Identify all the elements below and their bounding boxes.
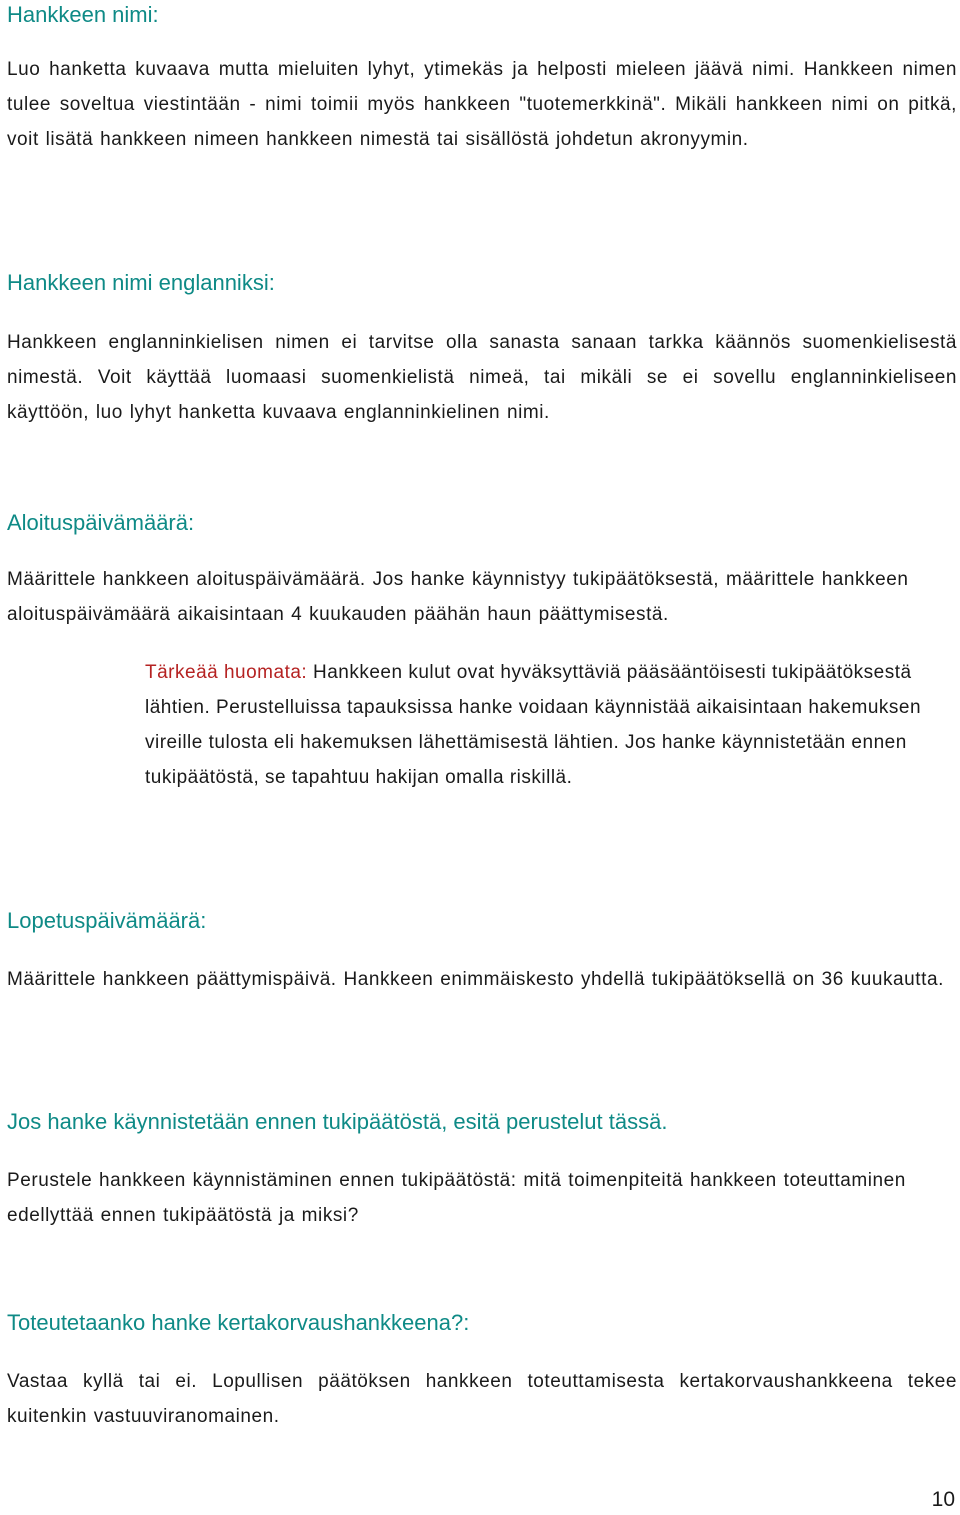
heading-end-date: Lopetuspäivämäärä: bbox=[7, 908, 207, 933]
paragraph-start-date: Määrittele hankkeen aloituspäivämäärä. Jos hanke käynnistyy tukipäätöksestä, määrittele hankkeen aloituspäivämäärä aikaisintaan 4 kuukauden päähän haun päättymisestä. bbox=[7, 569, 909, 625]
important-note-text: Hankkeen kulut ovat hyväksyttäviä pääsääntöisesti tukipäätöksestä lähtien. Perustelluissa tapauksissa hanke voidaan käynnistää aikaisintaan hakemuksen vireille tulosta eli hakemuksen lähettämisestä lähtien. Jos hanke käynnistetään ennen tukipäätöstä, se tapahtuu hakijan omalla riskillä. bbox=[145, 662, 922, 788]
paragraph-project-name-english: Hankkeen englanninkielisen nimen ei tarvitse olla sanasta sanaan tarkka käännös suomenkielisestä nimestä. Voit käyttää luomaasi suomenkielistä nimeä, tai mikäli se ei sovellu englanninkieliseen käyttöön, luo lyhyt hanketta kuvaava englanninkielinen nimi. bbox=[7, 332, 957, 423]
heading-project-name-english: Hankkeen nimi englanniksi: bbox=[7, 270, 275, 295]
heading-start-date: Aloituspäivämäärä: bbox=[7, 510, 195, 535]
paragraph-early-start-justification: Perustele hankkeen käynnistäminen ennen tukipäätöstä: mitä toimenpiteitä hankkeen toteuttaminen edellyttää ennen tukipäätöstä ja miksi? bbox=[7, 1170, 906, 1226]
heading-project-name: Hankkeen nimi: bbox=[7, 2, 159, 27]
paragraph-project-name: Luo hanketta kuvaava mutta mieluiten lyhyt, ytimekäs ja helposti mieleen jäävä nimi. Hankkeen nimen tulee soveltua viestintään - nimi toimii myös hankkeen "tuotemerkkinä". Mikäli hankkeen nimi on pitkä, voit lisätä hankkeen nimeen hankkeen nimestä tai sisällöstä johdetun akronyymin. bbox=[7, 59, 957, 150]
important-note-label: Tärkeää huomata: bbox=[145, 662, 308, 683]
heading-lump-sum-project: Toteutetaanko hanke kertakorvaushankkeena?: bbox=[7, 1310, 470, 1335]
paragraph-end-date: Määrittele hankkeen päättymispäivä. Hankkeen enimmäiskesto yhdellä tukipäätöksellä on 36 kuukautta. bbox=[7, 969, 944, 990]
heading-early-start-justification: Jos hanke käynnistetään ennen tukipäätöstä, esitä perustelut tässä. bbox=[7, 1109, 668, 1134]
paragraph-lump-sum-project: Vastaa kyllä tai ei. Lopullisen päätöksen hankkeen toteuttamisesta kertakorvaushankkeena tekee kuitenkin vastuuviranomainen. bbox=[7, 1371, 957, 1427]
page-number: 10 bbox=[931, 1488, 955, 1511]
important-note bbox=[145, 655, 935, 795]
